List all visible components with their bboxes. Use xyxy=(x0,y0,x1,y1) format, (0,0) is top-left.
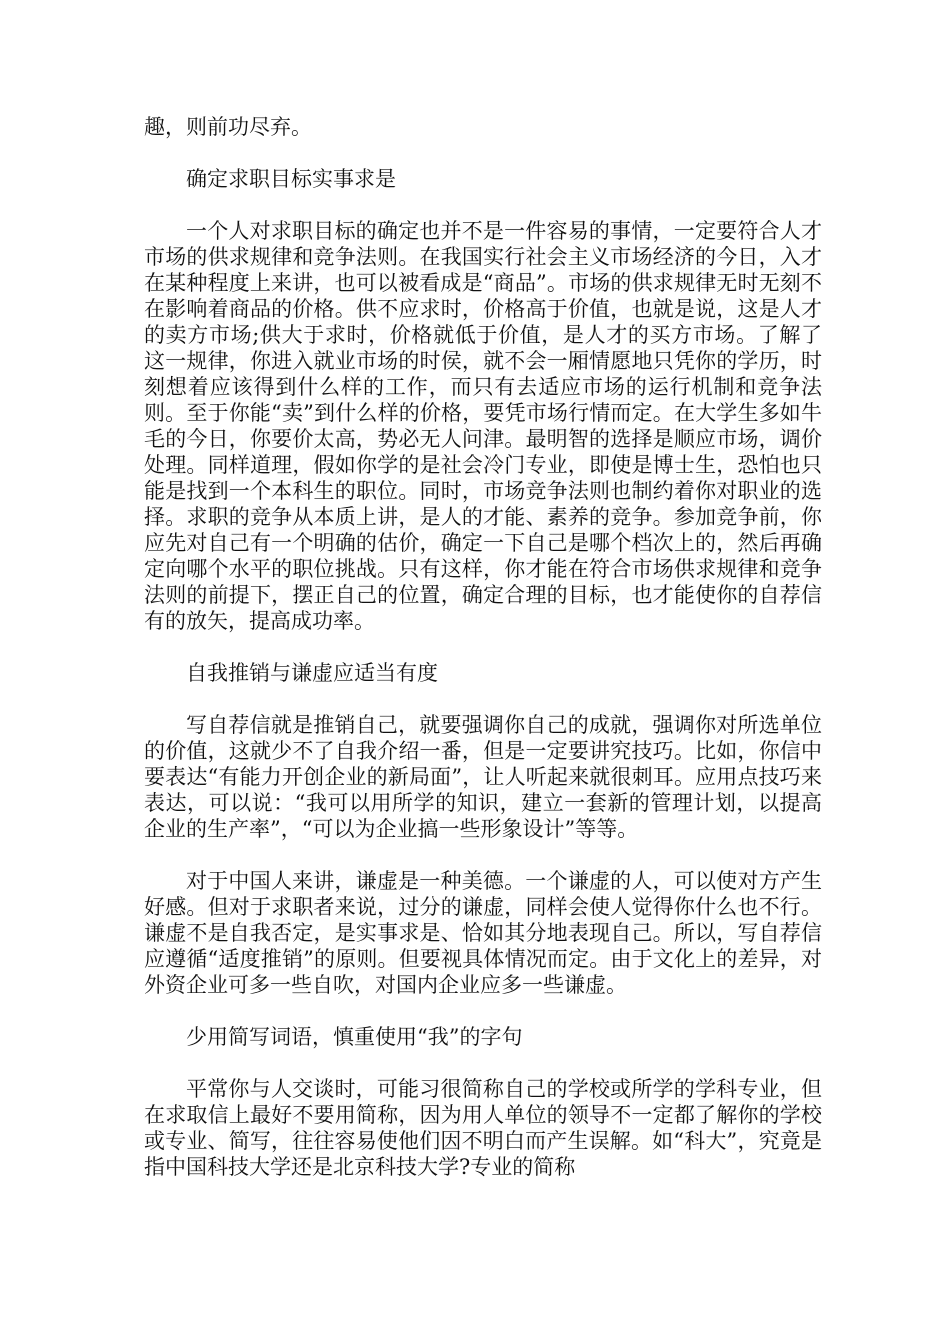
section-heading-self-promotion: 自我推销与谦虚应适当有度 xyxy=(186,661,438,685)
section-heading-job-goal: 确定求职目标实事求是 xyxy=(186,167,396,191)
paragraph-modesty: 对于中国人来讲，谦虚是一种美德。一个谦虚的人，可以使对方产生好感。但对于求职者来说，过分的谦虚，同样会使人觉得你什么也不行。谦虚不是自我否定，是实事求是、恰如其分地表现自己。所以，写自荐信应遵循“适度推销”的原则。但要视具体情况而定。由于文化上的差异，对外资企业可多一些自吹，对国内企业应多一些谦虚。 xyxy=(144,869,822,997)
paragraph-self-promotion: 写自荐信就是推销自己，就要强调你自己的成就，强调你对所选单位的价值，这就少不了自我介绍一番，但是一定要讲究技巧。比如，你信中要表达“有能力开创企业的新局面”，让人听起来就很刺耳。应用点技巧来表达，可以说：“我可以用所学的知识，建立一套新的管理计划，以提高企业的生产率”，“可以为企业搞一些形象设计”等等。 xyxy=(144,713,822,841)
paragraph-abbreviations: 平常你与人交谈时，可能习很简称自己的学校或所学的学科专业，但在求取信上最好不要用简称，因为用人单位的领导不一定都了解你的学校或专业、简写，往往容易使他们因不明白而产生误解。如“科大”，究竟是指中国科技大学还是北京科技大学?专业的简称 xyxy=(144,1077,822,1179)
paragraph-job-goal: 一个人对求职目标的确定也并不是一件容易的事情，一定要符合人才市场的供求规律和竞争法则。在我国实行社会主义市场经济的今日，入才在某种程度上来讲，也可以被看成是“商品”。市场的供求规律无时无刻不在影响着商品的价格。供不应求时，价格高于价值，也就是说，这是人才的卖方市场;供大于求时，价格就低于价值，是人才的买方市场。了解了这一规律，你进入就业市场的时侯，就不会一厢情愿地只凭你的学历，时刻想着应该得到什么样的工作，而只有去适应市场的运行机制和竞争法则。至于你能“卖”到什么样的价格，要凭市场行情而定。在大学生多如牛毛的今日，你要价太高，势必无人问津。最明智的选择是顺应市场，调价处理。同样道理，假如你学的是社会冷门专业，即使是博士生，恐怕也只能是找到一个本科生的职位。同时，市场竞争法则也制约着你对职业的选择。求职的竞争从本质上讲，是人的才能、素养的竞争。参加竞争前，你应先对自己有一个明确的估价，确定一下自己是哪个档次上的，然后再确定向哪个水平的职位挑战。只有这样，你才能在符合市场供求规律和竞争法则的前提下，摆正自己的位置，确定合理的目标，也才能使你的自荐信有的放矢，提高成功率。 xyxy=(144,219,822,633)
document-page xyxy=(144,114,822,1206)
paragraph-continuation: 趣，则前功尽弃。 xyxy=(144,115,312,139)
section-heading-abbreviations: 少用简写词语，慎重使用“我”的字句 xyxy=(186,1025,523,1049)
